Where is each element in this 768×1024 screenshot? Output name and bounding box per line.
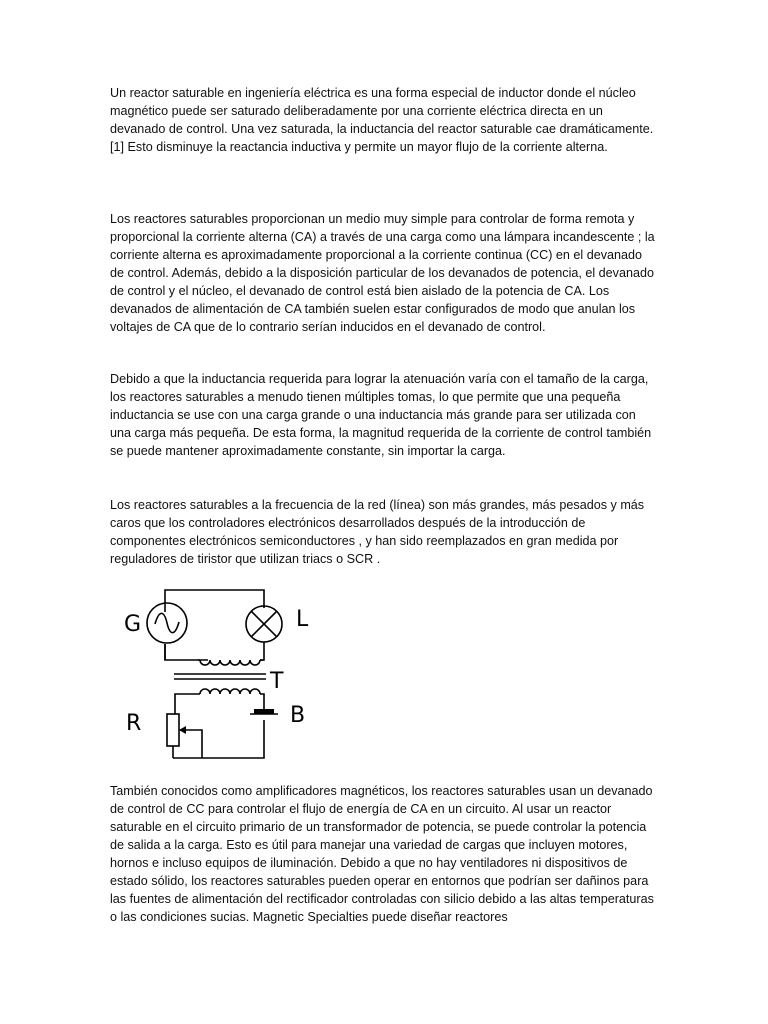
potentiometer-wiper [180, 730, 202, 758]
label-transformer: T [270, 669, 284, 694]
paragraph-1: Un reactor saturable en ingeniería eléctrica es una forma especial de inductor donde el núcleo magnético puede ser saturado deliberadamente por una corriente eléctrica directa en un devanado de control. Una vez saturada, la inductancia del reactor saturable cae dramáticamente. [1] Esto disminuye la reactancia inductiva y permite un mayor flujo de la corriente alterna. [110, 86, 654, 154]
saturable-reactor-circuit-diagram [110, 582, 330, 762]
wiper-arrow-icon [179, 726, 186, 734]
wire-lower-left [175, 694, 200, 714]
circuit-svg [110, 582, 330, 762]
upper-coil [200, 660, 260, 665]
label-lamp: L [296, 607, 309, 632]
wire-generator-to-coil [165, 644, 208, 660]
label-resistor: R [126, 711, 142, 736]
battery-short-plate [254, 709, 274, 714]
paragraph-4: Los reactores saturables a la frecuencia de la red (línea) son más grandes, más pesados y más caros que los controladores electrónicos desarrollados después de la introducción de componentes electrónicos semiconductores , y han sido reemplazados en gran medida por reguladores de tiristor que utilizan triacs o SCR . [110, 498, 645, 566]
label-generator: G [124, 612, 142, 637]
paragraph-5: También conocidos como amplificadores magnéticos, los reactores saturables usan un devanado de control de CC para controlar el flujo de energía de CA en un circuito. Al usar un reactor saturable en el circuito primario de un transformador de potencia, se puede controlar la potencia de salida a la carga. Esto es útil para manejar una variedad de cargas que incluyen motores, hornos e incluso equipos de iluminación. Debido a que no hay ventiladores ni dispositivos de estado sólido, los reactores saturables pueden operar en entornos que podrían ser dañinos para las fuentes de alimentación del rectificador controladas con silicio debido a las altas temperaturas o las condiciones sucias. Magnetic Specialties puede diseñar reactores [110, 784, 654, 924]
wire-lamp-to-coil [260, 642, 264, 660]
resistor-body [167, 714, 179, 746]
paragraph-2: Los reactores saturables proporcionan un medio muy simple para controlar de forma remota y proporcional la corriente alterna (CA) a través de una carga como una lámpara incandescente ; la corriente alterna es aproximadamente proporcional a la corriente continua (CC) en el devanado de control. Además, debido a la disposición particular de los devanados de potencia, el devanado de control y el núcleo, el devanado de control está bien aislado de la potencia de CA. Los devanados de alimentación de CA también suelen estar configurados de modo que anulan los voltajes de CA que de lo contrario serían inducidos en el devanado de control. [110, 212, 655, 334]
generator-sine [155, 613, 179, 632]
paragraph-3: Debido a que la inductancia requerida para lograr la atenuación varía con el tamaño de la carga, los reactores saturables a menudo tienen múltiples tomas, lo que permite que una pequeña inductancia se use con una carga grande o una inductancia más grande para ser utilizada con una carga más pequeña. De esta forma, la magnitud requerida de la corriente de control también se puede mantener aproximadamente constante, sin importar la carga. [110, 372, 652, 458]
wire-bottom [173, 720, 264, 758]
label-battery: B [290, 703, 306, 728]
lower-coil [200, 689, 260, 694]
